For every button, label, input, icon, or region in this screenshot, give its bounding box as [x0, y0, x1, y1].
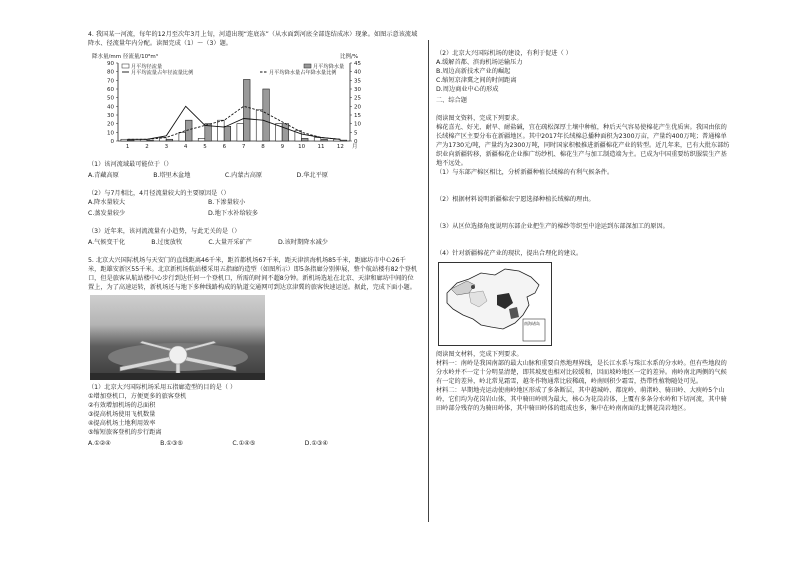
y-tick-label-left: 20 — [107, 121, 114, 128]
y-axis-left-title: 降水量/mm 径流量/10⁸m³ — [92, 54, 158, 60]
q5-sub1-item-3: ③提高机场使用飞机数量 — [88, 411, 156, 418]
y-tick-label-right: 0 — [354, 139, 358, 145]
q4-sub3-option-b[interactable]: B.过度放牧 — [151, 239, 183, 246]
y-tick-label-right: 40 — [354, 69, 361, 76]
legend-swatch-precip — [304, 64, 311, 68]
q5-sub1-option-d[interactable]: D.①③④ — [304, 440, 328, 447]
section-title: 二、综合题 — [436, 97, 467, 104]
q7-stem: 阅读图文材料，完成下列要求。 — [436, 351, 523, 358]
q4-sub1-option-c[interactable]: C.内蒙古高原 — [224, 172, 263, 179]
y-tick-label-right: 45 — [354, 61, 361, 67]
y-tick-label-right: 20 — [354, 104, 361, 111]
chart-svg — [88, 49, 378, 159]
q7-material-2: 材料二：早期地壳运动使南岭地区形成了多条断层，其中越城岭、都庞岭、萌渚岭、骑田岭、大庾岭5个山岭，它们均为花岗岩山体，其中骑田岭则为最大，核心为花岗岩体，上覆有多条分水岭和下切河流，其中骑田岭部分残存的为骑田岭体，其中骑田岭体的组成也多，集中在岭南南面的北侧花岗岩地区。 — [436, 387, 727, 412]
x-unit-label: 月 — [352, 144, 358, 150]
q5-sub1-item-1: ①增加登机口，方便更多的旅客登机 — [88, 393, 187, 400]
right-column — [436, 49, 731, 413]
q6-sub2: （2）根据材料说明新疆棉农宁愿选择种植长绒棉的理由。 — [436, 196, 595, 203]
x-tick-label: 5 — [203, 144, 207, 150]
x-tick-label: 10 — [298, 144, 306, 150]
x-tick-label: 9 — [280, 144, 285, 150]
q5-sub2-option-d[interactable]: D.周边商业中心的形成 — [436, 86, 499, 93]
legend-label-runoff: 月平均径流量 — [131, 64, 163, 70]
q7-material-1: 材料一：南岭是我国南部的最大山脉和重要自然地理界线，是长江水系与珠江水系的分水岭。但有些地段的分水岭并不一定十分明显清楚，即其坡度也相对比较缓和，因而坡岭地区一定的差异。南岭南北两侧的气候有一定的差异，岭北常见霜雪，越冬作物通常比较稀疏，岭南则积少霜雪，热带性植物随处可见。 — [436, 360, 727, 385]
q4-sub3-option-d[interactable]: D.该时期降水减少 — [277, 239, 328, 246]
x-tick-label: 2 — [145, 144, 149, 150]
china-map — [438, 262, 552, 346]
bar-precip — [166, 139, 173, 141]
bar-runoff — [218, 120, 225, 141]
bar-precip — [282, 124, 289, 141]
x-tick-label: 6 — [222, 144, 227, 150]
x-tick-label: 12 — [336, 144, 344, 150]
bar-precip — [321, 139, 328, 141]
q4-sub3: （3）近年来，该河流流量有小趋势，与此无关的是（） — [88, 228, 241, 235]
legend-swatch-runoff — [122, 64, 129, 68]
bar-runoff — [314, 138, 321, 141]
airport-drawing — [90, 295, 265, 380]
bar-runoff — [179, 132, 186, 141]
q4-sub2-option-d[interactable]: D.地下水补给较多 — [208, 210, 259, 217]
y-tick-label-right: 5 — [354, 130, 358, 137]
legend-label-precip-ratio: 月平均降水量占年降水量比例 — [269, 70, 337, 76]
bar-precip — [340, 140, 347, 141]
q5-sub1-item-5: ⑤缩短旅客登机的步行距离 — [88, 429, 162, 436]
bar-precip — [147, 140, 154, 141]
y-tick-label-right: 35 — [354, 78, 361, 85]
q4-sub1-option-a[interactable]: A.青藏高原 — [88, 172, 119, 179]
bar-runoff — [237, 124, 244, 141]
bar-runoff — [256, 110, 263, 141]
y-tick-label-left: 0 — [110, 139, 114, 145]
y-tick-label-left: 10 — [107, 130, 114, 137]
q5-sub2-option-c[interactable]: C.缩短京津冀之间的时间距离 — [436, 77, 517, 84]
bar-precip — [301, 138, 308, 141]
q5-sub1-option-a[interactable]: A.①②④ — [88, 440, 111, 447]
x-tick-label: 11 — [317, 144, 325, 150]
y-tick-label-left: 60 — [107, 87, 114, 93]
q4-sub1-option-b[interactable]: B.塔里木盆地 — [153, 172, 191, 179]
q4-sub3-option-c[interactable]: C.大量开采矿产 — [208, 239, 252, 246]
y-tick-label-right: 10 — [354, 121, 361, 128]
q5-sub1-item-4: ④提高机场土地利用效率 — [88, 420, 156, 427]
y-tick-label-left: 90 — [107, 61, 114, 67]
q6-sub4: （4）针对新疆棉花产业的现状，提出合理化的建议。 — [436, 250, 583, 257]
bar-precip — [224, 126, 231, 141]
y-tick-label-right: 15 — [354, 113, 361, 119]
q4-sub1: （1）该河流域最可能位于（） — [88, 161, 173, 168]
y-tick-label-right: 25 — [354, 95, 361, 102]
q5-sub2-option-a[interactable]: A.缓解首都、滨海机场运输压力 — [436, 59, 523, 66]
airport-photo — [90, 295, 265, 380]
y-axis-right-title: 比例/% — [340, 54, 359, 60]
left-column — [88, 30, 418, 448]
q6-sub3: （3）从区位选择角度说明东部企业把生产的棉纱等织至中途运到东部深加工的原因。 — [436, 223, 669, 230]
y-tick-label-right: 30 — [354, 87, 361, 93]
q4-sub2-options — [88, 198, 418, 218]
q4-sub2-option-a[interactable]: A.降水量较大 — [88, 199, 126, 206]
q5-sub2-option-b[interactable]: B.周边高新技术产业的崛起 — [436, 68, 511, 75]
y-tick-label-left: 30 — [107, 113, 114, 119]
q4-sub1-options — [88, 171, 328, 180]
china-map-drawing — [439, 263, 551, 345]
q4-sub1-option-d[interactable]: D.华北平原 — [296, 172, 328, 179]
bar-precip — [127, 140, 134, 141]
column-divider — [428, 40, 429, 522]
q6-stem: 阅读图文资料，完成下列要求。 — [436, 115, 523, 122]
y-tick-label-left: 70 — [107, 78, 114, 85]
legend-label-precip: 月平均降水量 — [313, 64, 345, 70]
y-tick-label-left: 40 — [107, 104, 114, 111]
q4-stem: 4. 我国某一河流，每年的12月至次年3月上旬，河道出现“连底冻”（从水面到河底全部连结成冰）现象。如图示意该流域降水、径流量年内分配。读图完成（1）～（3）题。 — [88, 31, 418, 47]
x-tick-label: 4 — [183, 144, 188, 150]
q4-sub3-options — [88, 238, 328, 247]
bar-runoff — [198, 138, 205, 141]
bar-precip — [263, 89, 270, 141]
q4-sub2: （2）与7月相比，4月径流量较大的主要原因是（） — [88, 190, 230, 197]
inset-label: 南海诸岛 — [524, 321, 540, 326]
q5-sub1-options — [88, 439, 328, 448]
q4-sub3-option-a[interactable]: A.气候变干化 — [88, 239, 126, 246]
q5-sub1: （1）北京大兴国际机场采用五指廊造型的目的是（ ） — [88, 384, 237, 391]
legend-label-runoff-ratio: 月平均流量占年径流量比例 — [131, 70, 194, 76]
precip-runoff-chart — [88, 49, 378, 159]
q6-material: 棉花喜光、好光、耐旱、耐盐碱，宜在疏松深厚土壤中种植，种后天气容易使棉花产生优质害。我国由依的长绒棉产区主要分布在新疆地区。其中2017年长绒棉总播种面积为2300万亩，产量约400万吨；普通棉单产为1730元/吨，产量约为2300万吨，同时国家积极推进新疆棉花产业的转型。近几年来，已有大批东部纺织业向新疆转移，新疆棉花企业推广纺纱机、棉花生产与加工制造端为主。已成为中国重要纺织服装生产基地不远处。 — [436, 124, 730, 167]
bar-runoff — [121, 139, 128, 141]
q6-sub1: （1）与东部产棉区相比，分析新疆种植长绒棉的有利气候条件。 — [436, 169, 614, 176]
q5-stem: 5. 北京大兴国际机场与天安门的直线距离46千米，距首都机场67千米，距天津滨海机场85千米，距廊坊市中心26千米，距雄安新区55千米。北京新机场航站楼采用五指廊的造型（如图所示）即5条指廊分别伸展，整个航站楼有82个登机口，但是旅客从航站楼中心步行到达任何一个登机口，所需的时间不超8分钟。新机场选址在北京、天津和廊坊中间的位置上，为了高速运转，新机场还与地下多种线路构成的轨道交通网可到达京津冀的旅客快速运送。据此，完成下面小题。 — [88, 257, 418, 291]
y-tick-label-left: 50 — [107, 95, 114, 102]
q5-sub1-option-c[interactable]: C.①④⑤ — [232, 440, 256, 447]
bar-precip — [243, 79, 250, 141]
x-tick-label: 1 — [125, 144, 130, 150]
y-tick-label-left: 80 — [107, 69, 114, 76]
q5-sub1-option-b[interactable]: B.①③⑤ — [160, 440, 183, 447]
q5-sub1-item-2: ②有效增加机场的总面积 — [88, 402, 156, 409]
x-tick-label: 3 — [164, 144, 169, 150]
q5-sub2: （2）北京大兴国际机场的建设，有利于促进（ ） — [436, 50, 572, 57]
q4-sub2-option-b[interactable]: B.下渗量较小 — [208, 199, 246, 206]
q4-sub2-option-c[interactable]: C.蒸发量较少 — [88, 210, 126, 217]
x-tick-label: 7 — [241, 144, 246, 150]
x-tick-label: 8 — [261, 144, 265, 150]
